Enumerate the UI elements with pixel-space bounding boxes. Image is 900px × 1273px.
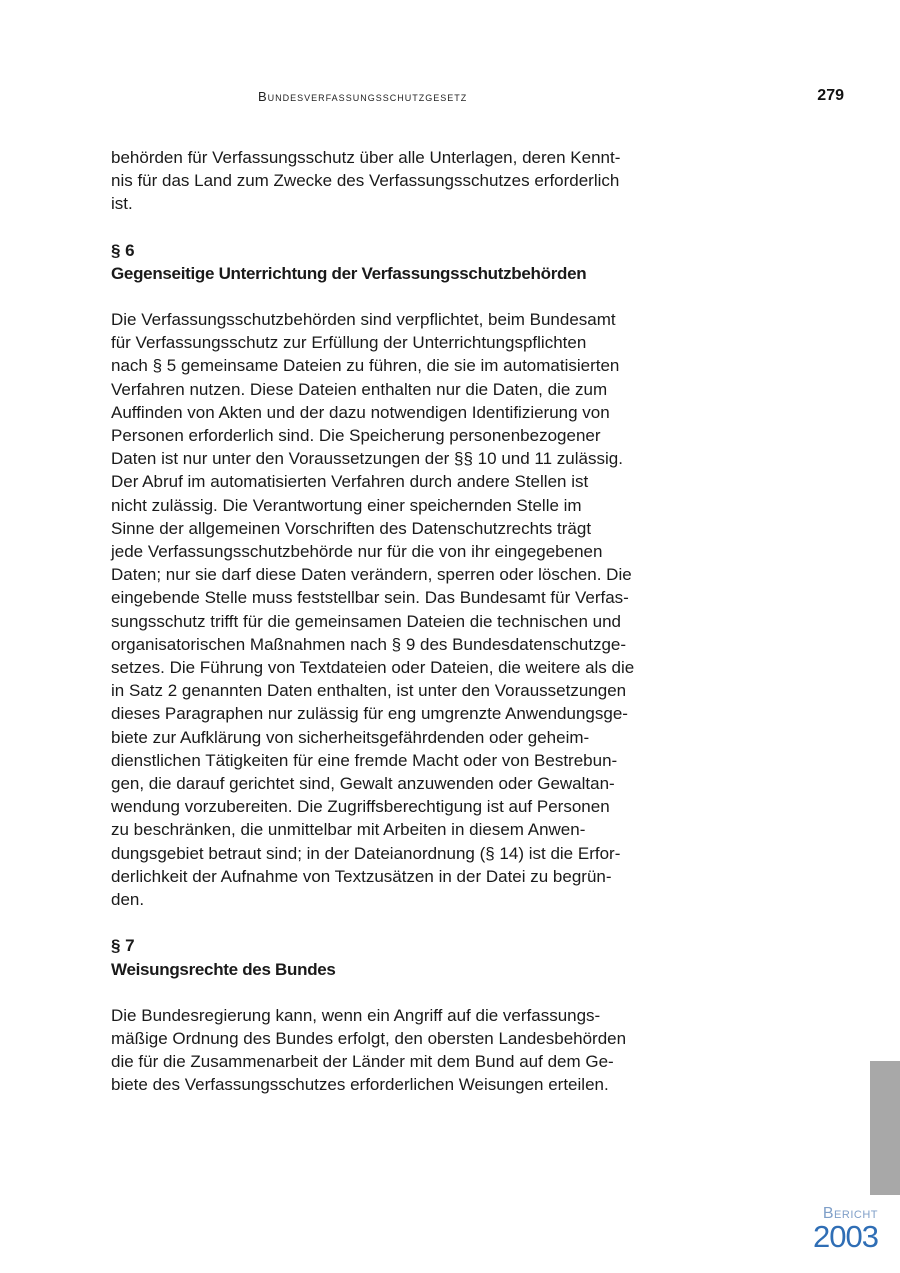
text-line: eingebende Stelle muss feststellbar sein. Das Bundesamt für Verfas- — [111, 588, 629, 608]
text-line: Sinne der allgemeinen Vorschriften des Datenschutzrechts trägt — [111, 518, 592, 538]
text-line: Auffinden von Akten und der dazu notwendigen Identifizierung von — [111, 402, 610, 422]
text-line: jede Verfassungsschutzbehörde nur für die von ihr eingegebenen — [111, 542, 603, 562]
text-line: gen, die darauf gerichtet sind, Gewalt anzuwenden oder Gewaltan- — [111, 774, 615, 794]
text-line: dieses Paragraphen nur zulässig für eng umgrenzte Anwendungsge- — [111, 704, 628, 724]
section-title: Gegenseitige Unterrichtung der Verfassungsschutzbehörden — [111, 263, 587, 283]
text-line: Die Verfassungsschutzbehörden sind verpflichtet, beim Bundesamt — [111, 310, 616, 330]
text-line: biete des Verfassungsschutzes erforderlichen Weisungen erteilen. — [111, 1075, 609, 1095]
text-line: Daten ist nur unter den Voraussetzungen der §§ 10 und 11 zulässig. — [111, 449, 623, 469]
section-7 — [111, 934, 671, 1096]
report-year: 2003 — [813, 1219, 878, 1254]
text-line: nicht zulässig. Die Verantwortung einer speichernden Stelle im — [111, 495, 582, 515]
text-line: für Verfassungsschutz zur Erfüllung der Unterrichtungspflichten — [111, 333, 587, 353]
chapter-thumb-tab — [870, 1061, 900, 1195]
text-line: Die Bundesregierung kann, wenn ein Angriff auf die verfassungs- — [111, 1005, 601, 1025]
text-line: setzes. Die Führung von Textdateien oder Dateien, die weitere als die — [111, 658, 635, 678]
running-header — [0, 89, 900, 109]
text-line: Verfahren nutzen. Diese Dateien enthalten nur die Daten, die zum — [111, 379, 608, 399]
section-paragraph — [111, 308, 671, 911]
section-number: § 7 — [111, 936, 135, 956]
text-line: zu beschränken, die unmittelbar mit Arbeiten in diesem Anwen- — [111, 820, 586, 840]
text-line: dungsgebiet betraut sind; in der Dateianordnung (§ 14) ist die Erfor- — [111, 843, 621, 863]
text-line: mäßige Ordnung des Bundes erfolgt, den obersten Landesbehörden — [111, 1028, 627, 1048]
text-line: behörden für Verfassungsschutz über alle Unterlagen, deren Kennt- — [111, 148, 621, 167]
text-line: ist. — [111, 194, 133, 214]
text-line: in Satz 2 genannten Daten enthalten, ist unter den Voraussetzungen — [111, 681, 627, 701]
text-line: nach § 5 gemeinsame Dateien zu führen, die sie im automatisierten — [111, 356, 620, 376]
text-line: wendung vorzubereiten. Die Zugriffsberechtigung ist auf Personen — [111, 797, 610, 817]
text-line: biete zur Aufklärung von sicherheitsgefährdenden oder geheim- — [111, 727, 590, 747]
section-number: § 6 — [111, 240, 135, 260]
intro-paragraph — [111, 146, 671, 216]
text-line: dienstlichen Tätigkeiten für eine fremde Macht oder von Bestrebun- — [111, 750, 618, 770]
section-title: Weisungsrechte des Bundes — [111, 959, 336, 979]
report-logo — [813, 1206, 878, 1252]
text-line: Daten; nur sie darf diese Daten verändern, sperren oder löschen. Die — [111, 565, 632, 585]
text-line: die für die Zusammenarbeit der Länder mit dem Bund auf dem Ge- — [111, 1052, 614, 1072]
text-line: nis für das Land zum Zwecke des Verfassungsschutzes erforderlich — [111, 171, 620, 191]
page-body — [111, 146, 671, 1097]
text-line: den. — [111, 890, 145, 910]
text-line: Personen erforderlich sind. Die Speicherung personenbezogener — [111, 426, 601, 446]
section-6 — [111, 239, 671, 912]
text-line: Der Abruf im automatisierten Verfahren durch andere Stellen ist — [111, 472, 589, 492]
section-paragraph — [111, 1004, 671, 1097]
text-line: organisatorischen Maßnahmen nach § 9 des Bundesdatenschutzge- — [111, 634, 627, 654]
running-title: Bundesverfassungsschutzgesetz — [258, 89, 468, 104]
text-line: derlichkeit der Aufnahme von Textzusätzen in der Datei zu begrün- — [111, 866, 612, 886]
text-line: sungsschutz trifft für die gemeinsamen Dateien die technischen und — [111, 611, 621, 631]
page-number: 279 — [817, 87, 844, 104]
report-label: Bericht — [822, 1205, 878, 1222]
